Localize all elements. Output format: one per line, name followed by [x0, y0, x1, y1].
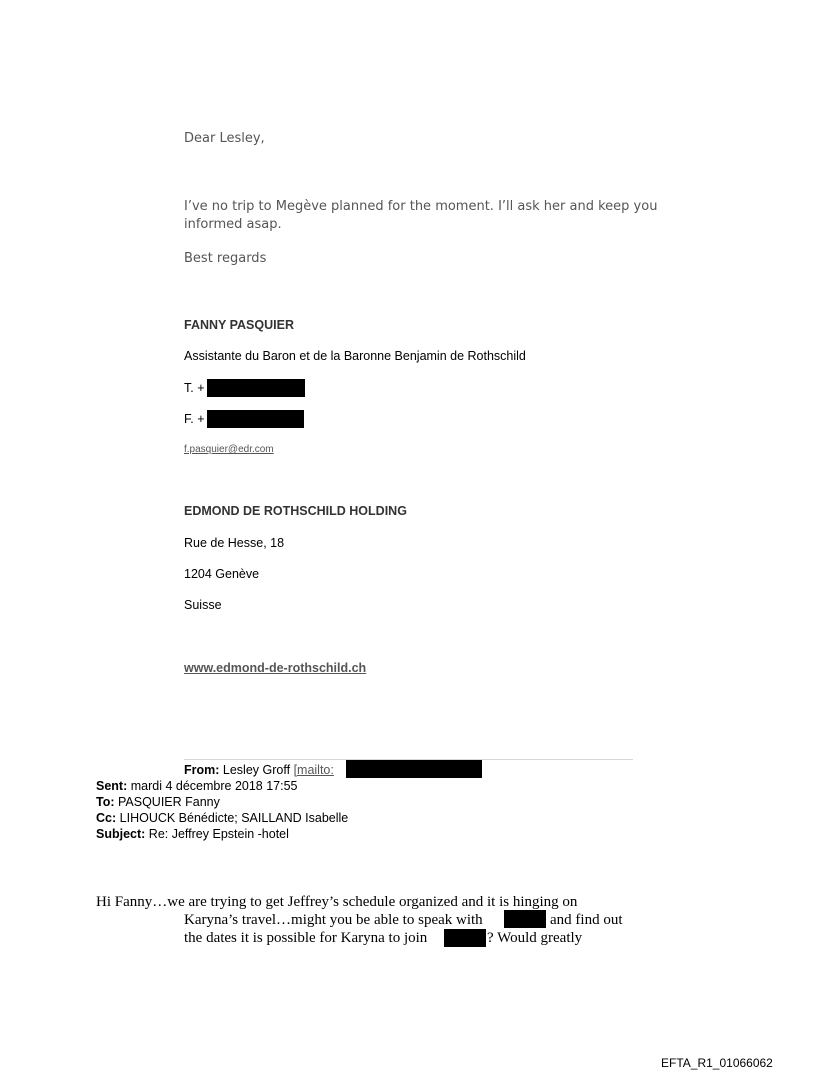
redaction-name-2: [444, 929, 486, 947]
original-line-3b: ? Would greatly: [487, 930, 583, 946]
cc-label: Cc:: [96, 811, 117, 825]
email-link[interactable]: f.pasquier@edr.com: [184, 444, 274, 455]
subject-value: Re: Jeffrey Epstein -hotel: [148, 827, 289, 841]
redaction-from-email: [346, 760, 482, 778]
from-mailto-link[interactable]: [mailto:: [293, 763, 334, 777]
subject-label: Subject:: [96, 827, 146, 841]
address-country: Suisse: [184, 598, 222, 612]
address-city: 1204 Genève: [184, 567, 260, 581]
signature-name: FANNY PASQUIER: [184, 318, 294, 332]
from-row: [184, 762, 334, 778]
to-label: To:: [96, 795, 115, 809]
greeting: Dear Lesley,: [184, 131, 265, 146]
company-name: EDMOND DE ROTHSCHILD HOLDING: [184, 504, 407, 518]
original-line-1: Hi Fanny…we are trying to get Jeffrey’s schedule organized and it is hinging on: [96, 894, 578, 910]
original-line-3a: the dates it is possible for Karyna to join: [184, 930, 428, 946]
reply-body-line-1: I’ve no trip to Megève planned for the moment. I’ll ask her and keep you: [184, 199, 658, 214]
from-label: From:: [184, 763, 220, 777]
signature-title: Assistante du Baron et de la Baronne Benjamin de Rothschild: [184, 349, 526, 363]
redaction-fax: [207, 410, 304, 428]
sent-label: Sent:: [96, 779, 128, 793]
document-id: EFTA_R1_01066062: [661, 1056, 773, 1070]
to-row: [96, 794, 220, 810]
sent-value: mardi 4 décembre 2018 17:55: [130, 779, 298, 793]
cc-value: LIHOUCK Bénédicte; SAILLAND Isabelle: [119, 811, 349, 825]
redaction-name-1: [504, 910, 546, 928]
to-value: PASQUIER Fanny: [118, 795, 220, 809]
reply-body-line-2: informed asap.: [184, 217, 282, 232]
cc-row: [96, 810, 348, 826]
website-link[interactable]: www.edmond-de-rothschild.ch: [184, 661, 367, 675]
closing: Best regards: [184, 251, 267, 266]
original-line-2b: and find out: [550, 912, 623, 928]
redaction-phone: [207, 379, 305, 397]
from-value: Lesley Groff: [222, 763, 291, 777]
address-street: Rue de Hesse, 18: [184, 536, 285, 550]
subject-row: [96, 826, 289, 842]
phone-label: T. +: [184, 381, 205, 395]
fax-label: F. +: [184, 412, 205, 426]
original-line-2a: Karyna’s travel…might you be able to speak with: [184, 912, 483, 928]
sent-row: [96, 778, 298, 794]
